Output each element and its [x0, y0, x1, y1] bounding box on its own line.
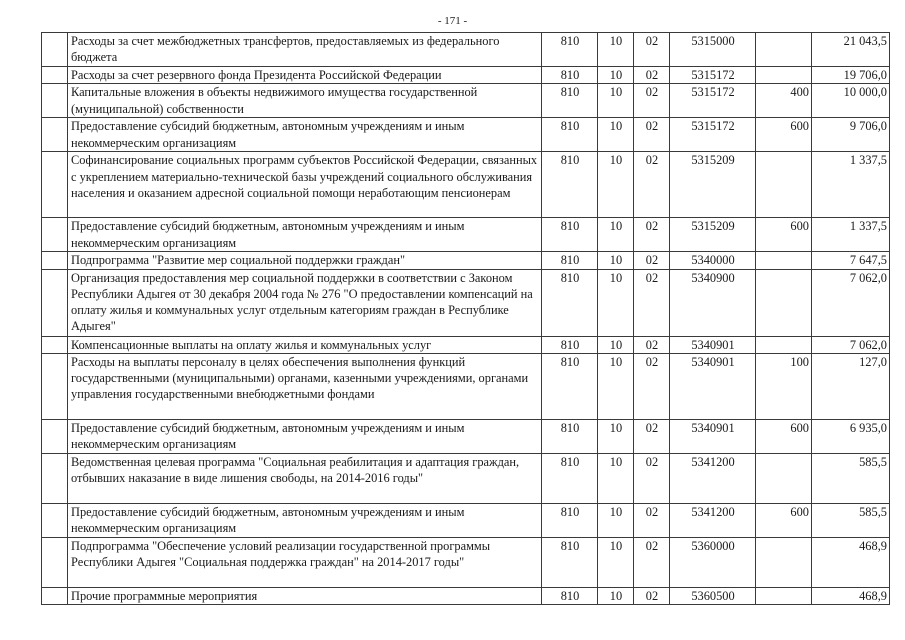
expense-name: Расходы за счет межбюджетных трансфертов, предоставляемых из федерального бюджета — [68, 33, 542, 67]
amount: 21 043,5 — [812, 33, 890, 67]
amount: 7 062,0 — [812, 336, 890, 353]
row-margin-cell — [42, 453, 68, 503]
subsection-code: 02 — [634, 118, 670, 152]
row-margin-cell — [42, 269, 68, 336]
subsection-code: 02 — [634, 587, 670, 604]
ministry-code: 810 — [542, 118, 598, 152]
ministry-code: 810 — [542, 419, 598, 453]
section-code: 10 — [598, 218, 634, 252]
ministry-code: 810 — [542, 453, 598, 503]
table-row — [42, 587, 890, 604]
section-code: 10 — [598, 453, 634, 503]
section-code: 10 — [598, 419, 634, 453]
table-row — [42, 503, 890, 537]
ministry-code: 810 — [542, 353, 598, 419]
target-article-code: 5315172 — [670, 67, 756, 84]
table-row — [42, 218, 890, 252]
expense-type-code — [756, 587, 812, 604]
subsection-code: 02 — [634, 419, 670, 453]
ministry-code: 810 — [542, 537, 598, 587]
amount: 585,5 — [812, 453, 890, 503]
table-row — [42, 453, 890, 503]
expense-name: Подпрограмма "Обеспечение условий реализации государственной программы Республики Адыгея "Социальная поддержка граждан" на 2014-2017 годы" — [68, 537, 542, 587]
expense-name: Софинансирование социальных программ субъектов Российской Федерации, связанных с укреплением материально-технической базы учреждений социального обслуживания населения и оказанием адресной социальной помощи неработающим пенсионерам — [68, 152, 542, 218]
expense-name: Прочие программные мероприятия — [68, 587, 542, 604]
subsection-code: 02 — [634, 353, 670, 419]
table-row — [42, 118, 890, 152]
expense-name: Ведомственная целевая программа "Социальная реабилитация и адаптация граждан, отбывших наказание в виде лишения свободы, на 2014-2016 годы" — [68, 453, 542, 503]
amount: 468,9 — [812, 587, 890, 604]
target-article-code: 5315209 — [670, 152, 756, 218]
row-margin-cell — [42, 336, 68, 353]
target-article-code: 5340901 — [670, 336, 756, 353]
table-row — [42, 537, 890, 587]
amount: 7 647,5 — [812, 252, 890, 269]
ministry-code: 810 — [542, 587, 598, 604]
expense-name: Расходы на выплаты персоналу в целях обеспечения выполнения функций государственными (муниципальными) органами, казенными учреждениями, органами управления государственными внебюджетными фондами — [68, 353, 542, 419]
target-article-code: 5360000 — [670, 537, 756, 587]
ministry-code: 810 — [542, 67, 598, 84]
section-code: 10 — [598, 252, 634, 269]
expense-type-code: 100 — [756, 353, 812, 419]
expense-name: Предоставление субсидий бюджетным, автономным учреждениям и иным некоммерческим организациям — [68, 419, 542, 453]
row-margin-cell — [42, 503, 68, 537]
expense-type-code: 400 — [756, 84, 812, 118]
table-row — [42, 84, 890, 118]
target-article-code: 5340901 — [670, 419, 756, 453]
ministry-code: 810 — [542, 336, 598, 353]
ministry-code: 810 — [542, 218, 598, 252]
subsection-code: 02 — [634, 252, 670, 269]
expense-type-code: 600 — [756, 419, 812, 453]
amount: 468,9 — [812, 537, 890, 587]
subsection-code: 02 — [634, 503, 670, 537]
expense-type-code: 600 — [756, 503, 812, 537]
ministry-code: 810 — [542, 269, 598, 336]
expense-name: Компенсационные выплаты на оплату жилья и коммунальных услуг — [68, 336, 542, 353]
section-code: 10 — [598, 587, 634, 604]
section-code: 10 — [598, 269, 634, 336]
section-code: 10 — [598, 84, 634, 118]
table-row — [42, 67, 890, 84]
table-row — [42, 252, 890, 269]
amount: 6 935,0 — [812, 419, 890, 453]
target-article-code: 5360500 — [670, 587, 756, 604]
section-code: 10 — [598, 353, 634, 419]
row-margin-cell — [42, 419, 68, 453]
budget-table — [41, 32, 890, 605]
section-code: 10 — [598, 33, 634, 67]
row-margin-cell — [42, 353, 68, 419]
amount: 9 706,0 — [812, 118, 890, 152]
section-code: 10 — [598, 336, 634, 353]
target-article-code: 5340900 — [670, 269, 756, 336]
expense-name: Капитальные вложения в объекты недвижимого имущества государственной (муниципальной) собственности — [68, 84, 542, 118]
row-margin-cell — [42, 152, 68, 218]
table-row — [42, 353, 890, 419]
amount: 19 706,0 — [812, 67, 890, 84]
amount: 1 337,5 — [812, 152, 890, 218]
target-article-code: 5341200 — [670, 503, 756, 537]
table-row — [42, 336, 890, 353]
expense-type-code — [756, 269, 812, 336]
subsection-code: 02 — [634, 453, 670, 503]
amount: 7 062,0 — [812, 269, 890, 336]
subsection-code: 02 — [634, 33, 670, 67]
table-body — [42, 33, 890, 605]
ministry-code: 810 — [542, 152, 598, 218]
section-code: 10 — [598, 118, 634, 152]
expense-type-code — [756, 252, 812, 269]
row-margin-cell — [42, 218, 68, 252]
target-article-code: 5315172 — [670, 84, 756, 118]
target-article-code: 5315209 — [670, 218, 756, 252]
row-margin-cell — [42, 84, 68, 118]
expense-name: Предоставление субсидий бюджетным, автономным учреждениям и иным некоммерческим организациям — [68, 503, 542, 537]
subsection-code: 02 — [634, 84, 670, 118]
target-article-code: 5315172 — [670, 118, 756, 152]
amount: 585,5 — [812, 503, 890, 537]
target-article-code: 5341200 — [670, 453, 756, 503]
subsection-code: 02 — [634, 152, 670, 218]
expense-name: Расходы за счет резервного фонда Президента Российской Федерации — [68, 67, 542, 84]
expense-name: Подпрограмма "Развитие мер социальной поддержки граждан" — [68, 252, 542, 269]
section-code: 10 — [598, 67, 634, 84]
section-code: 10 — [598, 503, 634, 537]
table-row — [42, 269, 890, 336]
section-code: 10 — [598, 537, 634, 587]
table-row — [42, 33, 890, 67]
subsection-code: 02 — [634, 67, 670, 84]
expense-type-code — [756, 453, 812, 503]
expense-type-code — [756, 67, 812, 84]
expense-type-code: 600 — [756, 218, 812, 252]
target-article-code: 5315000 — [670, 33, 756, 67]
expense-name: Предоставление субсидий бюджетным, автономным учреждениям и иным некоммерческим организациям — [68, 118, 542, 152]
amount: 1 337,5 — [812, 218, 890, 252]
target-article-code: 5340901 — [670, 353, 756, 419]
table-row — [42, 152, 890, 218]
row-margin-cell — [42, 33, 68, 67]
row-margin-cell — [42, 118, 68, 152]
ministry-code: 810 — [542, 84, 598, 118]
expense-type-code — [756, 537, 812, 587]
table-row — [42, 419, 890, 453]
expense-type-code: 600 — [756, 118, 812, 152]
subsection-code: 02 — [634, 269, 670, 336]
expense-type-code — [756, 336, 812, 353]
amount: 10 000,0 — [812, 84, 890, 118]
section-code: 10 — [598, 152, 634, 218]
subsection-code: 02 — [634, 537, 670, 587]
amount: 127,0 — [812, 353, 890, 419]
page-number: - 171 - — [437, 15, 468, 27]
row-margin-cell — [42, 587, 68, 604]
subsection-code: 02 — [634, 218, 670, 252]
ministry-code: 810 — [542, 252, 598, 269]
ministry-code: 810 — [542, 503, 598, 537]
subsection-code: 02 — [634, 336, 670, 353]
ministry-code: 810 — [542, 33, 598, 67]
target-article-code: 5340000 — [670, 252, 756, 269]
row-margin-cell — [42, 252, 68, 269]
row-margin-cell — [42, 537, 68, 587]
expense-name: Организация предоставления мер социальной поддержки в соответствии с Законом Республики Адыгея от 30 декабря 2004 года № 276 "О предоставлении компенсаций на оплату жилья и коммунальных услуг отдельным категориям граждан в Республике Адыгея" — [68, 269, 542, 336]
row-margin-cell — [42, 67, 68, 84]
expense-name: Предоставление субсидий бюджетным, автономным учреждениям и иным некоммерческим организациям — [68, 218, 542, 252]
expense-type-code — [756, 152, 812, 218]
expense-type-code — [756, 33, 812, 67]
